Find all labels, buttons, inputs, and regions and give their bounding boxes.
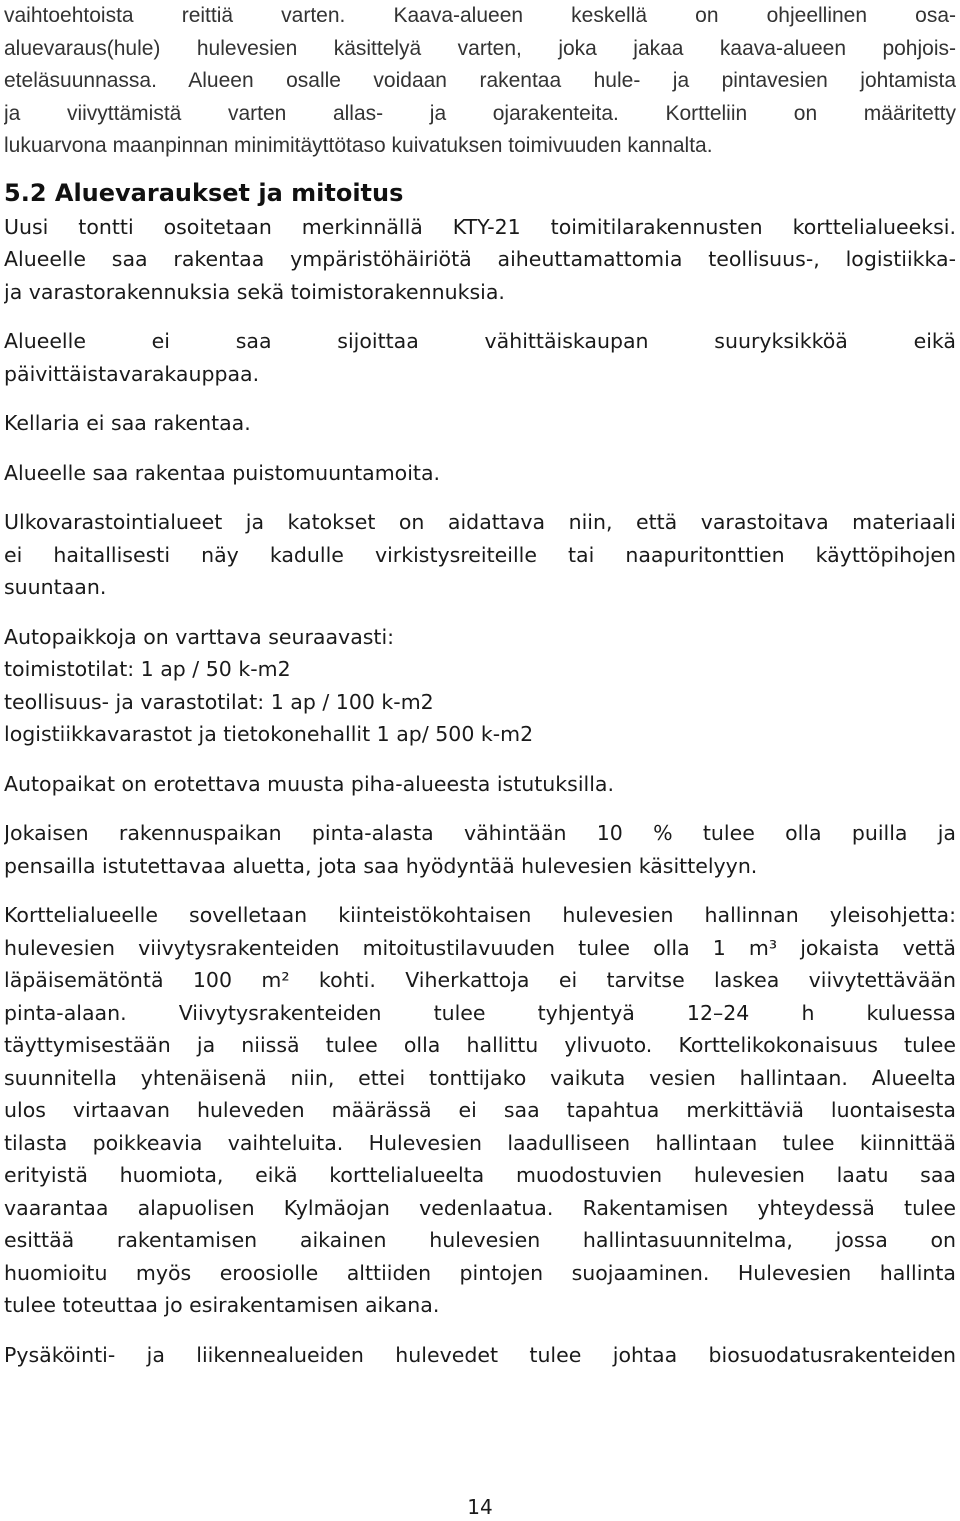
text-line: aluevaraus(hule) hulevesien käsittelyä varten, joka jakaa kaava-alueen pohjois- <box>4 36 956 60</box>
text-line: tilasta poikkeavia vaihteluita. Hulevesien laadulliseen hallintaan tulee kiinnittää <box>4 1130 956 1155</box>
text-line: teollisuus- ja varastotilat: 1 ap / 100 k-m2 <box>4 689 434 714</box>
text-line: ei haitallisesti näy kadulle virkistysreiteille tai naapuritonttien käyttöpihojen <box>4 542 956 567</box>
text-line: pinta-alaan. Viivytysrakenteiden tulee tyhjentyä 12–24 h kuluessa <box>4 1000 956 1025</box>
text-line: vaihtoehtoista reittiä varten. Kaava-alueen keskellä on ohjeellinen osa- <box>4 4 956 27</box>
document-page <box>4 0 956 1371</box>
text-line: Uusi tontti osoitetaan merkinnällä KTY-21 toimitilarakennusten korttelialueeksi. <box>4 214 956 239</box>
text-line: eteläsuunnassa. Alueen osalle voidaan rakentaa hule- ja pintavesien johtamista <box>4 69 956 92</box>
text-line: logistiikkavarastot ja tietokonehallit 1 ap/ 500 k-m2 <box>4 722 534 746</box>
text-line: Autopaikkoja on varttava seuraavasti: <box>4 624 395 649</box>
text-line: erityistä huomiota, eikä korttelialueelta muodostuvien hulevesien laatu saa <box>4 1163 956 1187</box>
paragraph-istutukset <box>4 768 956 801</box>
text-line: toimistotilat: 1 ap / 50 k-m2 <box>4 657 291 681</box>
text-line: Jokaisen rakennuspaikan pinta-alasta vähintään 10 % tulee olla puilla ja <box>4 821 956 845</box>
text-line: suuntaan. <box>4 575 107 599</box>
text-line: Alueelle saa rakentaa ympäristöhäiriötä aiheuttamattomia teollisuus-, logistiikka- <box>4 247 956 271</box>
text-line: esittää rakentamisen aikainen hulevesien hallintasuunnitelma, jossa on <box>4 1228 956 1252</box>
text-line: täyttymisestään ja niissä tulee olla hallittu ylivuoto. Korttelikokonaisuus tulee <box>4 1033 956 1057</box>
text-line: Ulkovarastointialueet ja katokset on aidattava niin, että varastoitava materiaali <box>4 510 956 534</box>
text-line: huomioitu myös eroosiolle alttiiden pintojen suojaaminen. Hulevesien hallinta <box>4 1260 956 1285</box>
paragraph-kauppa <box>4 325 956 390</box>
paragraph-ulkovarastointi <box>4 506 956 604</box>
paragraph-kellari <box>4 407 956 440</box>
page-number: 14 <box>467 1495 493 1519</box>
text-line: ulos virtaavan huleveden määrässä ei saa tapahtua merkittäviä luontaisesta <box>4 1098 956 1122</box>
text-line: Korttelialueelle sovelletaan kiinteistökohtaisen hulevesien hallinnan yleisohjetta: <box>4 903 956 927</box>
text-line: päivittäistavarakauppaa. <box>4 361 260 386</box>
text-line: ja varastorakennuksia sekä toimistorakennuksia. <box>4 279 505 304</box>
text-line: läpäisemätöntä 100 m² kohti. Viherkattoja ei tarvitse laskea viivytettävään <box>4 968 956 992</box>
paragraph-pysakointi <box>4 1339 956 1372</box>
paragraph-pinta-ala <box>4 817 956 882</box>
text-line: Alueelle ei saa sijoittaa vähittäiskaupan suuryksikköä eikä <box>4 329 956 353</box>
paragraph-autopaikat <box>4 621 956 751</box>
text-line: Kellaria ei saa rakentaa. <box>4 411 251 435</box>
text-line: ja viivyttämistä varten allas- ja ojarakenteita. Kortteliin on määritetty <box>4 101 956 125</box>
text-line: Alueelle saa rakentaa puistomuuntamoita. <box>4 460 441 485</box>
text-line: Pysäköinti- ja liikennealueiden hulevedet tulee johtaa biosuodatusrakenteiden <box>4 1342 956 1367</box>
paragraph-muuntamo <box>4 457 956 490</box>
intro-paragraph <box>4 0 956 163</box>
paragraph-hulevedet <box>4 899 956 1322</box>
text-line: hulevesien viivytysrakenteiden mitoitustilavuuden tulee olla 1 m³ jokaista vettä <box>4 935 956 960</box>
section-heading: 5.2 Aluevaraukset ja mitoitus <box>4 178 404 207</box>
text-line: vaarantaa alapuolisen Kylmäojan vedenlaatua. Rakentamisen yhteydessä tulee <box>4 1195 956 1220</box>
text-line: pensailla istutettavaa aluetta, jota saa hyödyntää hulevesien käsittelyyn. <box>4 853 758 878</box>
paragraph-tontti <box>4 211 956 309</box>
text-line: lukuarvona maanpinnan minimitäyttötaso kuivatuksen toimivuuden kannalta. <box>4 134 713 157</box>
text-line: Autopaikat on erotettava muusta piha-alueesta istutuksilla. <box>4 771 615 796</box>
text-line: suunnitella yhtenäisenä niin, ettei tonttijako vaikuta vesien hallintaan. Alueelta <box>4 1065 956 1090</box>
text-line: tulee toteuttaa jo esirakentamisen aikana. <box>4 1293 440 1317</box>
